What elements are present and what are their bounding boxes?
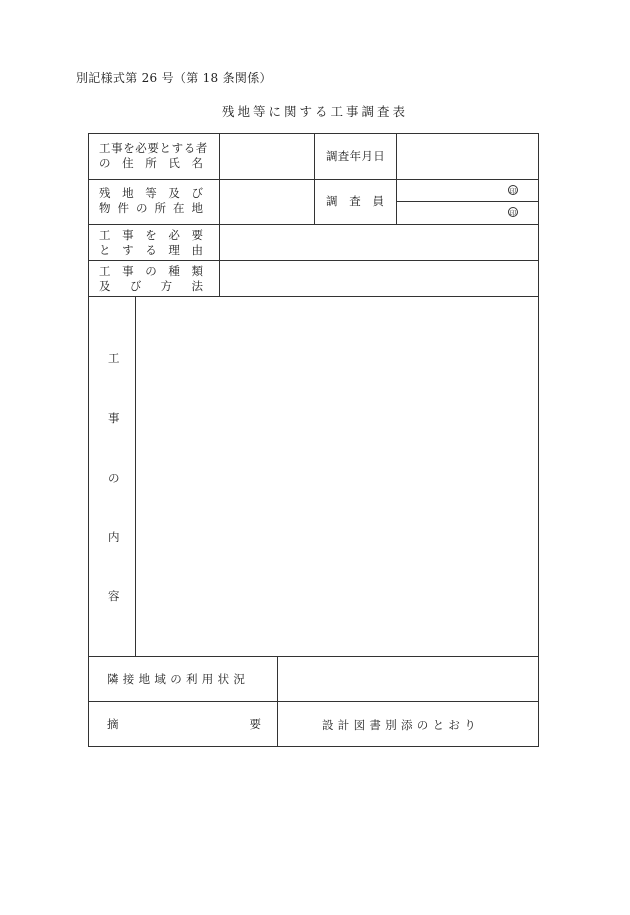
label-location: 残 地 等 及 び 物 件 の 所 在 地 xyxy=(99,186,203,215)
label-adjacent-usage: 隣接地域の利用状況 xyxy=(107,672,250,686)
label-reason: 工 事 を 必 要 と す る 理 由 xyxy=(99,228,203,257)
row-divider xyxy=(88,224,539,225)
content-label-char: の xyxy=(108,471,120,485)
content-label-char: 工 xyxy=(108,351,120,365)
content-label-char: 事 xyxy=(108,411,120,425)
label-surveyor: 調 査 員 xyxy=(326,194,384,208)
label-survey-date: 調査年月日 xyxy=(326,149,385,163)
seal-mark-2: 印 xyxy=(509,209,517,217)
seal-mark-1: 印 xyxy=(509,187,517,195)
col-divider xyxy=(314,133,315,224)
row-divider xyxy=(88,701,539,702)
content-label-char: 内 xyxy=(108,530,120,544)
label-type-method: 工 事 の 種 類 及 び 方 法 xyxy=(99,264,203,293)
row-divider xyxy=(88,260,539,261)
label-summary: 摘 要 xyxy=(107,717,261,731)
document-title: 残地等に関する工事調査表 xyxy=(221,104,408,119)
col-divider xyxy=(219,133,220,296)
col-divider xyxy=(277,656,278,747)
form-reference: 別記様式第 26 号（第 18 条関係） xyxy=(76,71,272,85)
seal-divider xyxy=(396,201,539,202)
summary-value: 設計図書別添のとおり xyxy=(322,718,480,732)
label-applicant: 工事を必要とする者 の 住 所 氏 名 xyxy=(99,141,208,170)
row-divider xyxy=(88,656,539,657)
row-divider xyxy=(88,296,539,297)
survey-table xyxy=(88,133,539,747)
col-divider xyxy=(135,296,136,656)
col-divider xyxy=(396,133,397,224)
content-label-char: 容 xyxy=(108,589,120,603)
